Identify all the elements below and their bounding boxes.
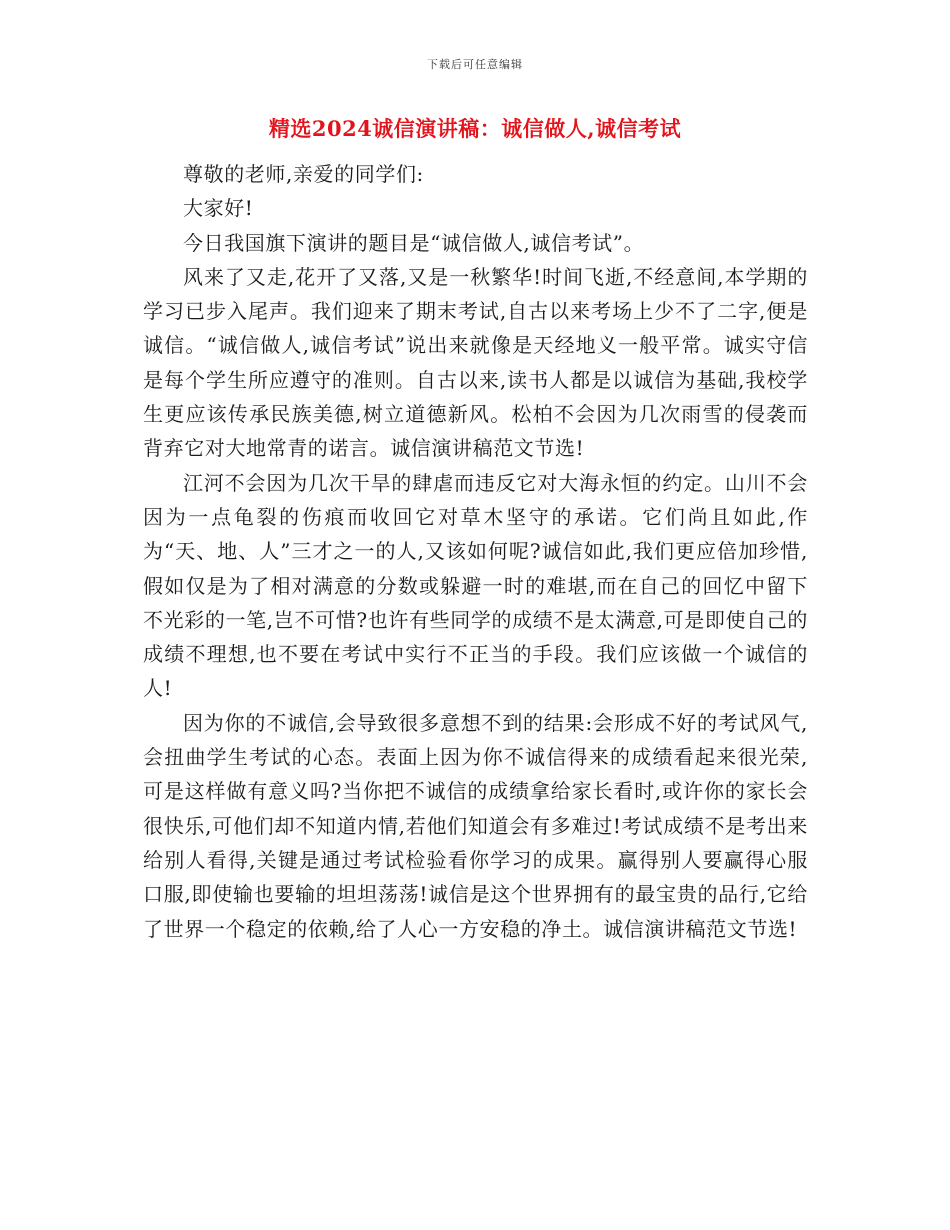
body-paragraph: 江河不会因为几次干旱的肆虐而违反它对大海永恒的约定。山川不会因为一点龟裂的伤痕而收回它对草木坚守的承诺。它们尚且如此,作为“天、地、人”三才之一的人,又该如何呢?诚信如此,我们更应倍加珍惜,假如仅是为了相对满意的分数或躲避一时的难堪,而在自己的回忆中留下不光彩的一笔,岂不可惜?也许有些同学的成绩不是太满意,可是即使自己的成绩不理想,也不要在考试中实行不正当的手段。我们应该做一个诚信的人! <box>143 470 808 701</box>
header-note: 下载后可任意编辑 <box>427 58 523 71</box>
greeting: 大家好! <box>183 196 254 221</box>
document-body <box>143 157 808 946</box>
body-paragraph: 因为你的不诚信,会导致很多意想不到的结果:会形成不好的考试风气,会扭曲学生考试的心态。表面上因为你不诚信得来的成绩看起来很光荣,可是这样做有意义吗?当你把不诚信的成绩拿给家长看时,或许你的家长会很快乐,可他们却不知道内情,若他们知道会有多难过!考试成绩不是考出来给别人看得,关键是通过考试检验看你学习的成果。赢得别人要赢得心服口服,即使输也要输的坦坦荡荡!诚信是这个世界拥有的最宝贵的品行,它给了世界一个稳定的依赖,给了人心一方安稳的净土。诚信演讲稿范文节选! <box>143 710 808 941</box>
salutation: 尊敬的老师,亲爱的同学们: <box>183 162 424 186</box>
document-title: 精选2024诚信演讲稿：诚信做人,诚信考试 <box>268 116 682 141</box>
body-paragraph: 风来了又走,花开了又落,又是一秋繁华!时间飞逝,不经意间,本学期的学习已步入尾声。我们迎来了期末考试,自古以来考场上少不了二字,便是诚信。“诚信做人,诚信考试”说出来就像是天经地义一般平常。诚实守信是每个学生所应遵守的准则。自古以来,读书人都是以诚信为基础,我校学生更应该传承民族美德,树立道德新风。松柏不会因为几次雨雪的侵袭而背弃它对大地常青的诺言。诚信演讲稿范文节选! <box>143 264 808 461</box>
topic-paragraph: 今日我国旗下演讲的题目是“诚信做人,诚信考试”。 <box>183 230 645 255</box>
